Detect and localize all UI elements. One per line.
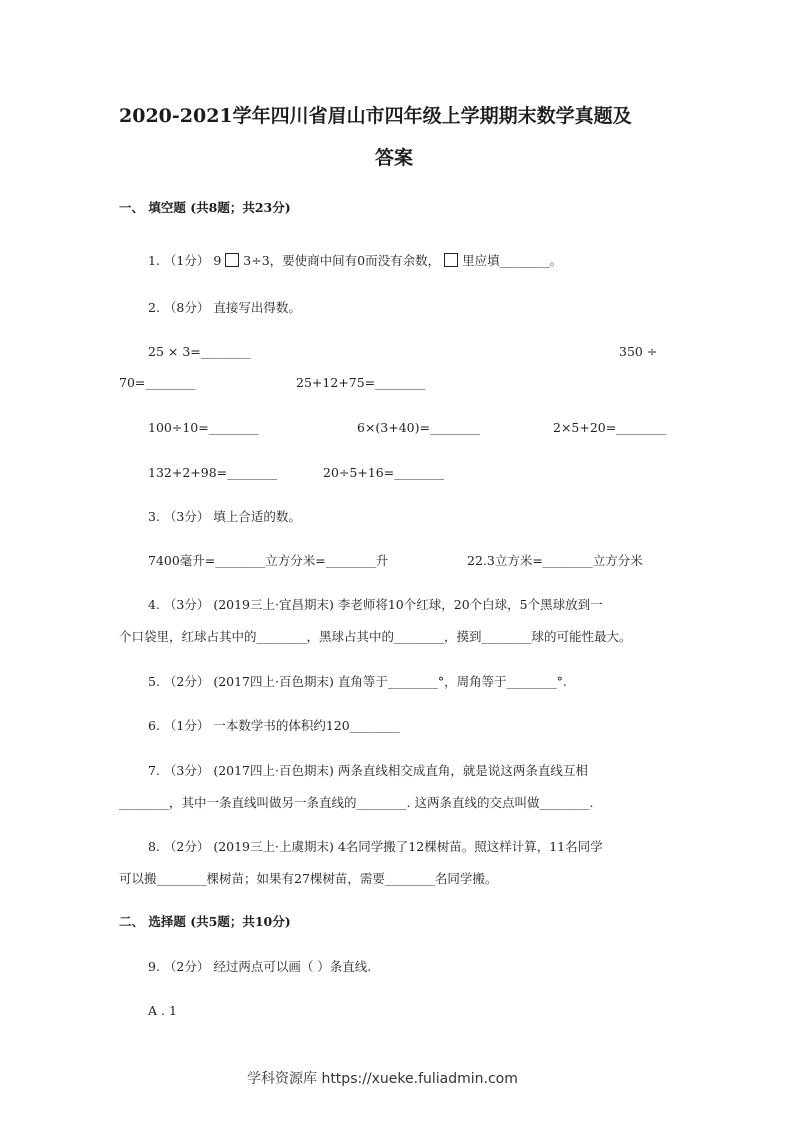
question-9-stem: 9. （2分） 经过两点可以画（ ）条直线. (148, 959, 372, 974)
page-title-line-1: 2020-2021学年四川省眉山市四年级上学期期末数学真题及 (119, 105, 632, 127)
question-5: 5. （2分） (2017四上·百色期末) 直角等于________°，周角等于________°. (148, 674, 567, 689)
blank-square-icon (444, 253, 458, 267)
question-7-line-2: ________，其中一条直线叫做另一条直线的________. 这两条直线的交点叫做________. (119, 795, 594, 810)
q2-item-6: 2×5+20=________ (553, 420, 667, 435)
q2-item-1: 25 × 3=________ (148, 344, 251, 359)
q2-item-7: 132+2+98=________ (148, 465, 278, 480)
question-3-item-b: 22.3立方米=________立方分米 (467, 553, 643, 568)
q2-item-8: 20÷5+16=________ (323, 465, 445, 480)
page-title-line-2: 答案 (375, 147, 414, 169)
section-2-header: 二、 选择题 (共5题；共10分) (119, 914, 291, 929)
q2-item-5: 6×(3+40)=________ (357, 420, 480, 435)
q2-item-2-end: 70=________ (119, 375, 196, 390)
question-1-part-a: 1. （1分） 9 (148, 253, 222, 268)
q2-item-3: 25+12+75=________ (296, 375, 426, 390)
blank-square-icon (225, 253, 239, 267)
question-8-line-1: 8. （2分） (2019三上·上虞期末) 4名同学搬了12棵树苗。照这样计算，11名同学 (148, 839, 603, 854)
question-7-line-1: 7. （3分） (2017四上·百色期末) 两条直线相交成直角，就是说这两条直线互相 (148, 763, 588, 778)
question-1-part-c: 里应填________。 (462, 253, 563, 268)
question-4-line-2: 个口袋里，红球占其中的________，黑球占其中的________，摸到________球的可能性最大。 (119, 629, 632, 644)
question-6: 6. （1分） 一本数学书的体积约120________ (148, 718, 400, 733)
question-3-stem: 3. （3分） 填上合适的数。 (148, 509, 301, 524)
question-1 (148, 253, 562, 268)
question-4-line-1: 4. （3分） (2019三上·宜昌期末) 李老师将10个红球，20个白球，5个黑球放到一 (148, 597, 603, 612)
section-1-header: 一、 填空题 (共8题；共23分) (119, 200, 291, 215)
q2-item-2-start: 350 ÷ (619, 344, 658, 359)
question-8-line-2: 可以搬________棵树苗；如果有27棵树苗，需要________名同学搬。 (119, 871, 498, 886)
q2-item-4: 100÷10=________ (148, 420, 259, 435)
footer-watermark: 学科资源库 https://xueke.fuliadmin.com (247, 1071, 518, 1087)
question-1-part-b: 3÷3，要使商中间有0而没有余数， (243, 253, 441, 268)
question-3-item-a: 7400毫升=________立方分米=________升 (148, 553, 389, 568)
question-9-option-a: A . 1 (148, 1003, 177, 1018)
question-2-stem: 2. （8分） 直接写出得数。 (148, 300, 301, 315)
